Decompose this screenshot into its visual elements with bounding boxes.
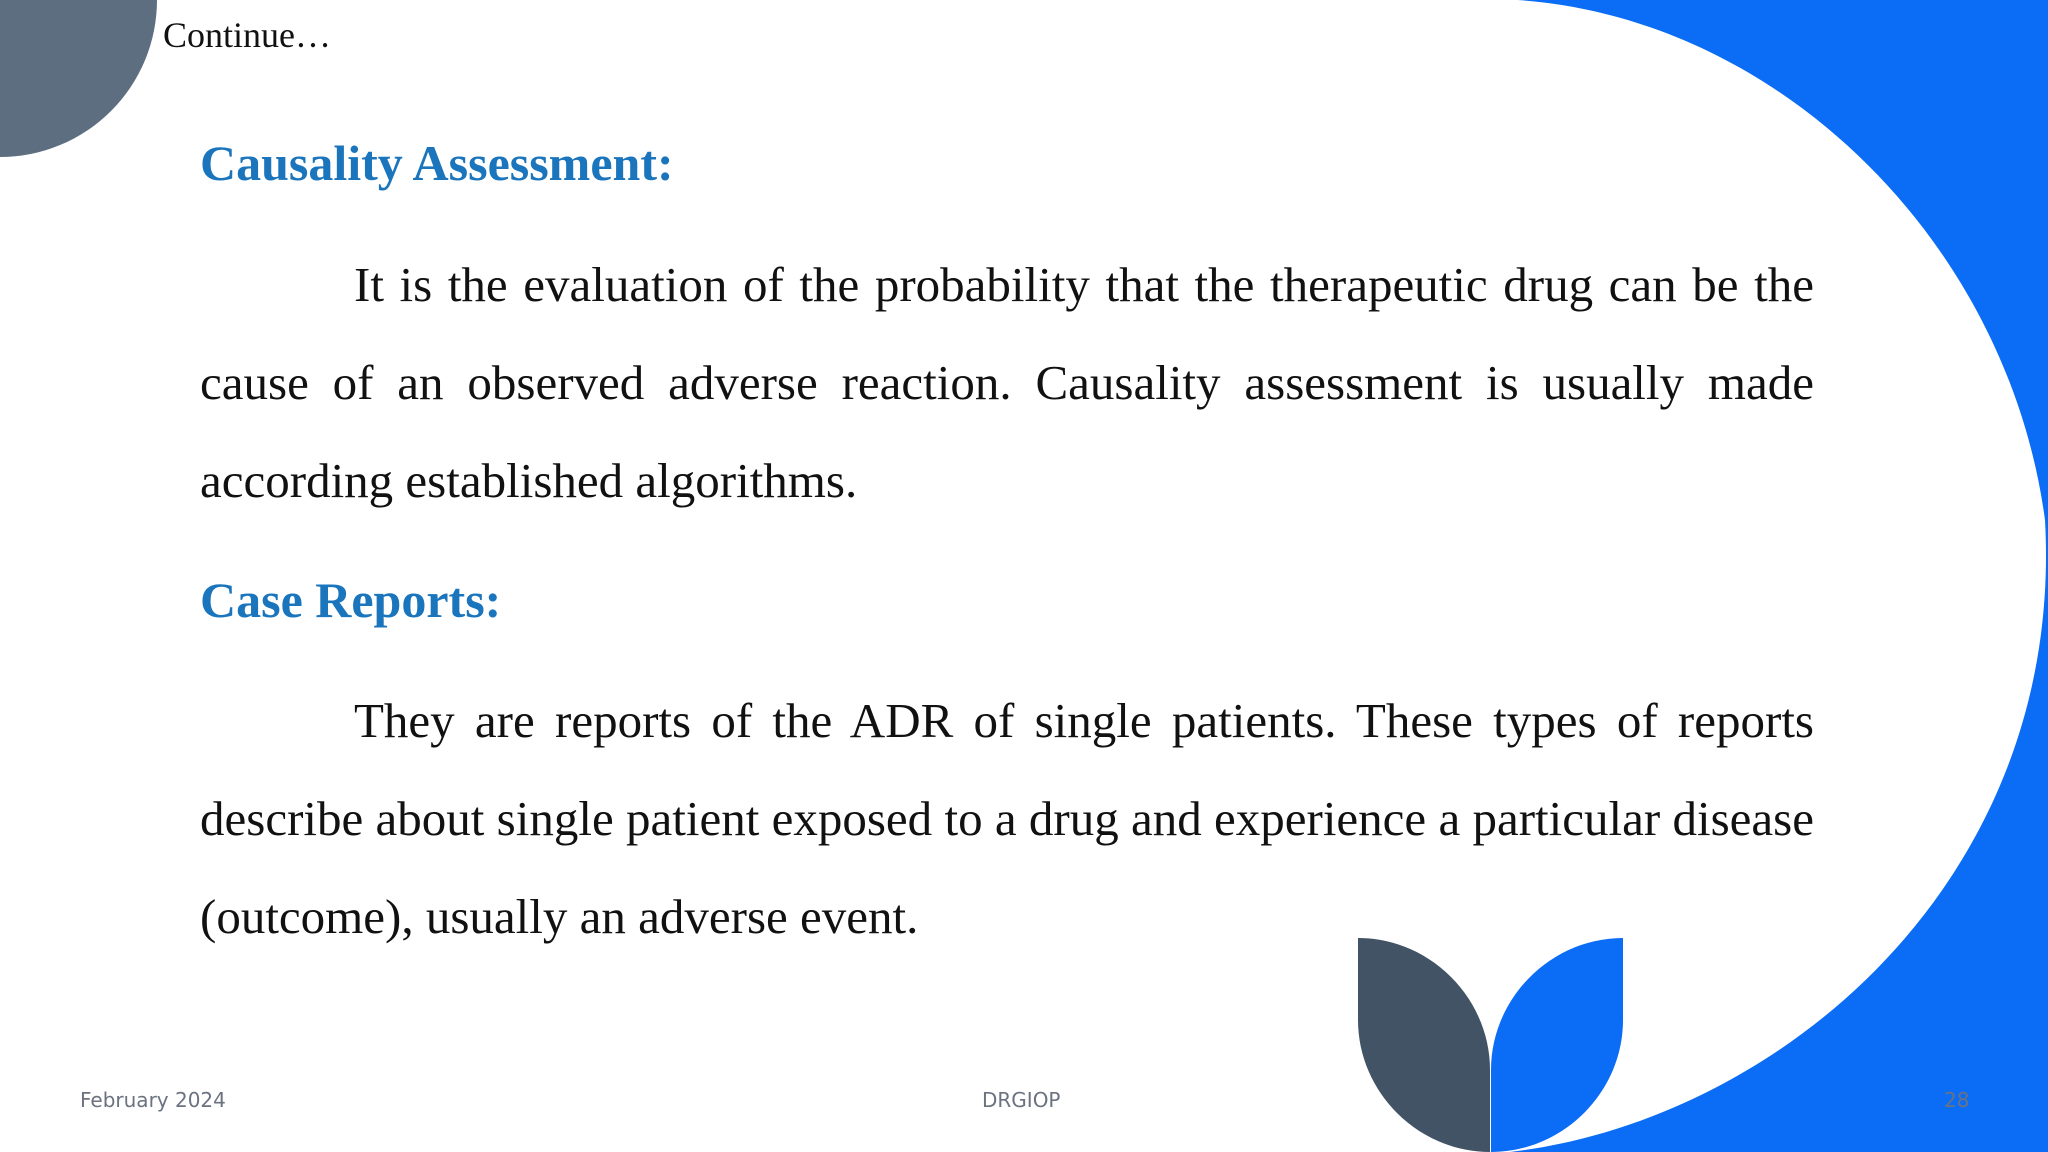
footer-date: February 2024 bbox=[80, 1088, 226, 1112]
leaf-blue-shape bbox=[1491, 938, 1623, 1152]
footer-center-label: DRGIOP bbox=[982, 1088, 1061, 1112]
continue-label: Continue… bbox=[163, 15, 331, 55]
case-reports-heading: Case Reports: bbox=[200, 572, 502, 628]
causality-assessment-heading: Causality Assessment: bbox=[200, 135, 674, 191]
case-reports-text: They are reports of the ADR of single patients. These types of reports describe about single patient exposed to a drug and experience a particular disease (outcome), usually an adverse event. bbox=[200, 693, 1814, 944]
causality-assessment-text: It is the evaluation of the probability that the therapeutic drug can be the cause of an observed adverse reaction. Causality assessment is usually made according established algorithms. bbox=[200, 257, 1814, 508]
corner-quarter-circle bbox=[0, 0, 157, 157]
leaf-dark-shape bbox=[1358, 938, 1490, 1152]
page-number: 28 bbox=[1944, 1088, 1970, 1112]
